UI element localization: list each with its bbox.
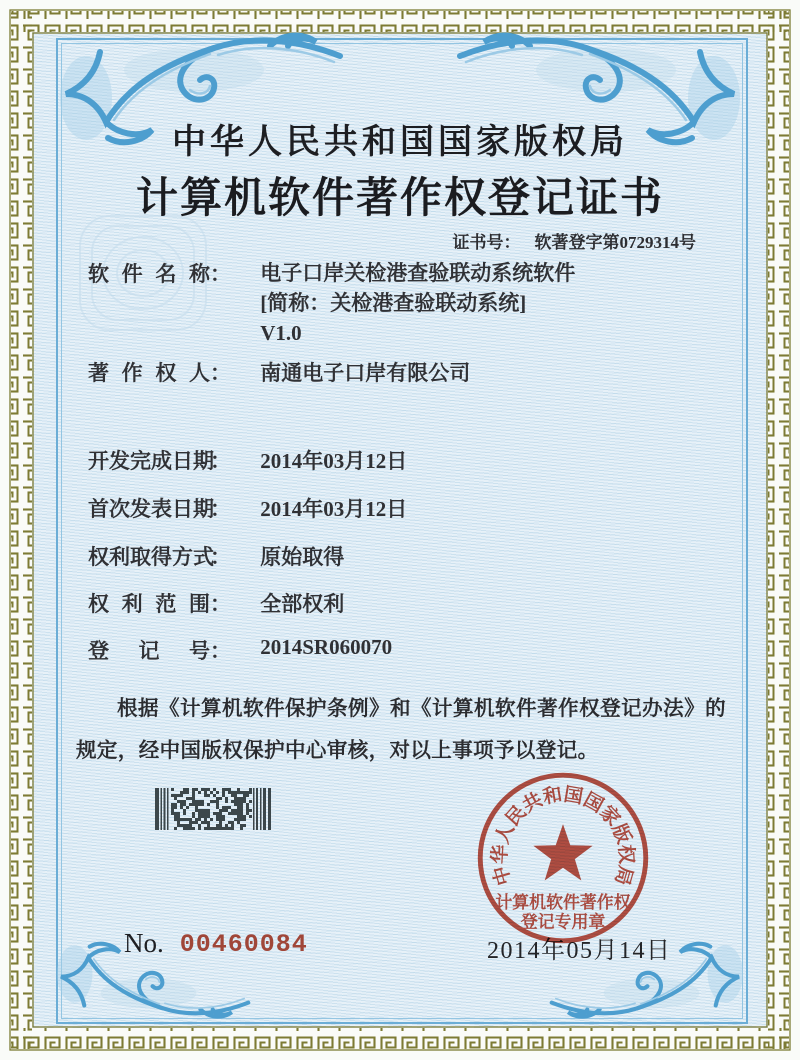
field-value: 2014年03月12日 [260, 497, 408, 521]
label-colon: ： [210, 592, 231, 616]
serial-number-line [124, 928, 308, 959]
field-label: 首次发表日期 [88, 497, 214, 521]
software-name-line2: [简称：关检港查验联动系统] [260, 291, 527, 315]
label-colon: ： [210, 262, 231, 286]
barcode [155, 788, 271, 830]
label-colon: ： [210, 497, 231, 521]
field-rights-acquisition [88, 541, 344, 571]
field-rights-scope [88, 588, 344, 618]
seal-star-icon [533, 824, 592, 880]
certificate-number-label: 证书号： [452, 233, 521, 252]
field-value: 原始取得 [260, 545, 345, 569]
field-value: 2014年03月12日 [260, 449, 408, 473]
field-label: 权利范围 [88, 592, 210, 616]
field-registration-number [88, 635, 392, 665]
certificate-number-value: 软著登字第0729314号 [534, 233, 696, 252]
field-value: 2014SR060070 [260, 635, 393, 659]
seal-date: 2014年05月14日 [487, 938, 672, 964]
serial-number-label: No. [124, 928, 164, 958]
label-colon: ： [210, 639, 231, 663]
field-label: 权利取得方式 [88, 545, 214, 569]
seal-text-line2: 登记专用章 [520, 912, 606, 932]
registration-statement: 根据《计算机软件保护条例》和《计算机软件著作权登记办法》的规定，经中国版权保护中心审核，对以上事项予以登记。 [76, 698, 726, 762]
seal-text-line1: 计算机软件著作权 [495, 892, 631, 912]
issuing-authority-title: 中华人民共和国国家版权局 [172, 124, 628, 161]
field-software-name [88, 258, 575, 348]
field-label: 软件名称 [88, 262, 210, 286]
serial-number-value: 00460084 [179, 930, 308, 959]
field-dev-complete-date [88, 445, 407, 475]
software-name-line1: 电子口岸关检港查验联动系统软件 [260, 261, 576, 285]
label-colon: ： [210, 361, 231, 385]
field-value: 全部权利 [260, 592, 345, 616]
field-label: 登记号 [88, 639, 210, 663]
field-label: 著作权人 [88, 361, 210, 385]
field-copyright-owner [88, 357, 470, 387]
field-label: 开发完成日期 [88, 449, 214, 473]
label-colon: ： [210, 449, 231, 473]
seal-arc-text: 中华人民共和国国家版权局 [489, 784, 637, 888]
label-colon: ： [210, 545, 231, 569]
field-first-publish-date [88, 493, 407, 523]
certificate-title: 计算机软件著作权登记证书 [135, 176, 664, 222]
official-seal [474, 769, 652, 947]
software-name-line3: V1.0 [260, 321, 302, 345]
field-value [260, 258, 575, 348]
certificate-number-line [453, 228, 697, 253]
field-value: 南通电子口岸有限公司 [260, 361, 471, 385]
